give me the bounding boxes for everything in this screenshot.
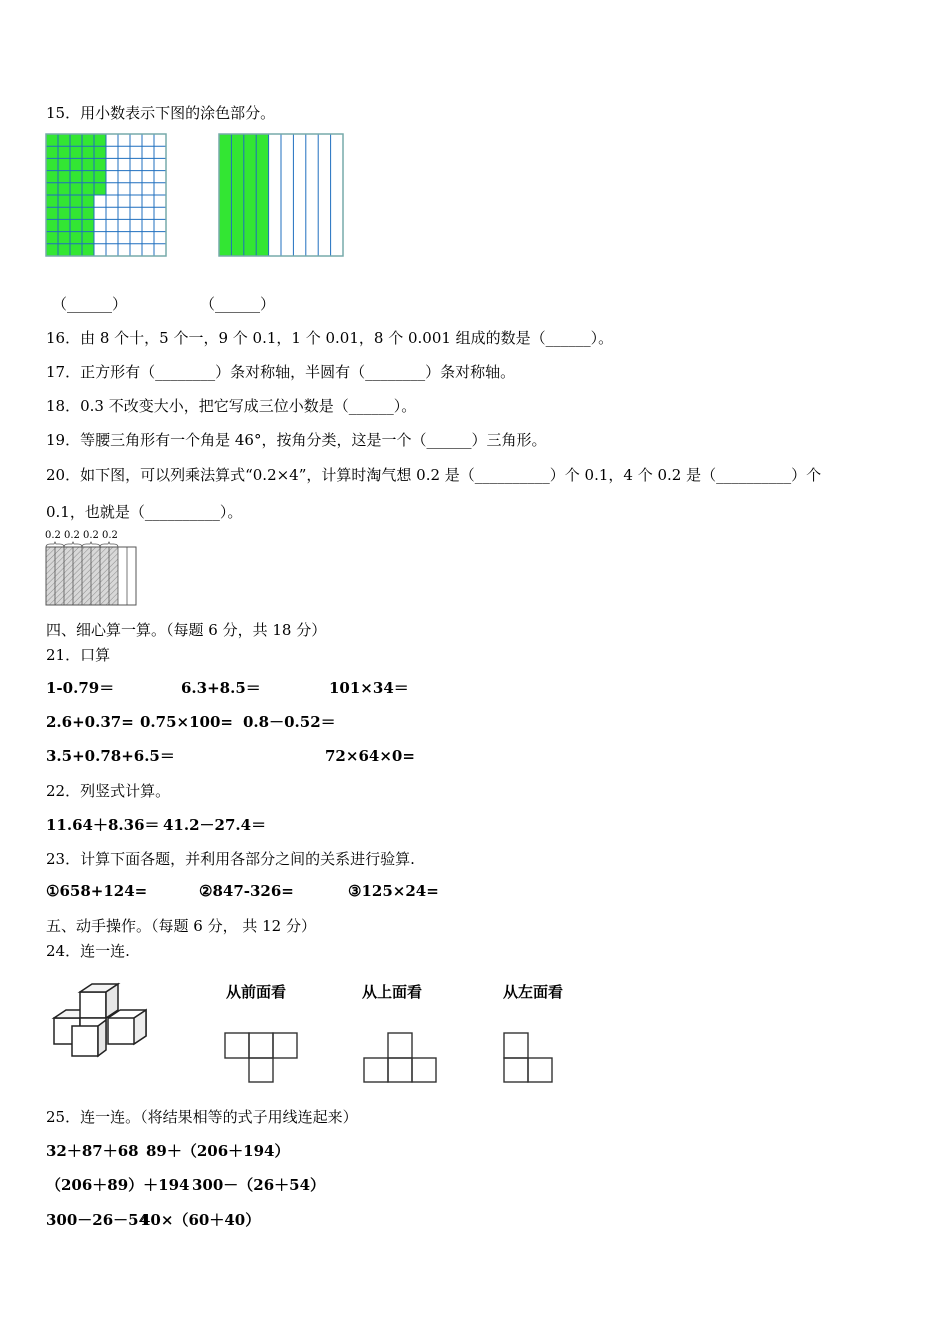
grid-shaded-cell: [82, 207, 94, 219]
grid-shaded-cell: [70, 219, 82, 231]
strip-shaded-column: [256, 134, 268, 256]
grid-shaded-cell: [58, 158, 70, 170]
q21-title: 21．口算: [46, 646, 111, 664]
q25-r3-right: 40×（60＋40）: [140, 1211, 261, 1229]
q25-r3-left: 300－26－54: [46, 1211, 150, 1229]
grid-shaded-cell: [82, 134, 94, 146]
q15-blank-2[interactable]: （______）: [200, 295, 276, 313]
grid-shaded-cell: [46, 219, 58, 231]
q24-title: 24．连一连.: [46, 942, 130, 960]
grid-shaded-cell: [94, 158, 106, 170]
grid-shaded-cell: [58, 207, 70, 219]
grid-shaded-cell: [46, 207, 58, 219]
view-left-label: 从左面看: [503, 983, 564, 1001]
q20-brace: [82, 542, 100, 547]
grid-shaded-cell: [46, 158, 58, 170]
q20-brace: [46, 542, 64, 547]
q23-title: 23．计算下面各题，并利用各部分之间的关系进行验算.: [46, 850, 415, 868]
grid-shaded-cell: [58, 219, 70, 231]
q20-shaded-column: [64, 547, 73, 605]
q20-label-4: 0.2: [102, 530, 118, 541]
top-view-shape: [363, 1032, 439, 1084]
q20-shaded-column: [91, 547, 100, 605]
grid-shaded-cell: [82, 146, 94, 158]
grid-shaded-cell: [82, 171, 94, 183]
grid-shaded-cell: [82, 183, 94, 195]
front-view-shape: [224, 1032, 300, 1084]
grid-shaded-cell: [70, 183, 82, 195]
grid-shaded-cell: [70, 232, 82, 244]
q20-brace: [64, 542, 82, 547]
q22-title: 22．列竖式计算。: [46, 782, 171, 800]
q21-r1-c2: 6.3+8.5＝: [181, 679, 261, 697]
left-view-shape: [503, 1032, 555, 1084]
grid-shaded-cell: [70, 195, 82, 207]
q21-r2-c1: 2.6+0.37=: [46, 713, 134, 731]
q23-item-3: ③125×24=: [348, 882, 439, 900]
grid-shaded-cell: [46, 232, 58, 244]
grid-shaded-cell: [94, 183, 106, 195]
grid-shaded-cell: [82, 232, 94, 244]
strip-shaded-column: [244, 134, 256, 256]
q21-r1-c3: 101×34＝: [329, 679, 409, 697]
q21-r2-c2: 0.75×100=: [140, 713, 233, 731]
grid-shaded-cell: [70, 134, 82, 146]
q20-line-2: 0.1，也就是（__________）。: [46, 503, 243, 521]
strip-shaded-column: [231, 134, 243, 256]
q22-item-2: 41.2－27.4＝: [163, 816, 267, 834]
grid-shaded-cell: [46, 134, 58, 146]
q20-shaded-column: [82, 547, 91, 605]
grid-shaded-cell: [58, 244, 70, 256]
q20-brace: [100, 542, 118, 547]
q23-item-1: ①658+124=: [46, 882, 148, 900]
grid-shaded-cell: [94, 146, 106, 158]
q20-line-1: 20．如下图，可以列乘法算式“0.2×4”，计算时淘气想 0.2 是（__________）个 0.1，4 个 0.2 是（__________）个: [46, 466, 822, 484]
q15-title: 15．用小数表示下图的涂色部分。: [46, 104, 276, 122]
q23-item-2: ②847-326=: [199, 882, 294, 900]
grid-shaded-cell: [46, 171, 58, 183]
grid-shaded-cell: [46, 244, 58, 256]
q20-shaded-column: [100, 547, 109, 605]
tenths-strip: [218, 133, 344, 257]
q19: 19．等腰三角形有一个角是 46°，按角分类，这是一个（______）三角形。: [46, 431, 547, 449]
q18: 18．0.3 不改变大小，把它写成三位小数是（______）。: [46, 397, 417, 415]
q20-shaded-column: [55, 547, 64, 605]
hundred-grid: [45, 133, 167, 257]
grid-shaded-cell: [46, 195, 58, 207]
q20-shaded-column: [46, 547, 55, 605]
grid-shaded-cell: [70, 207, 82, 219]
grid-shaded-cell: [82, 195, 94, 207]
q20-shaded-column: [109, 547, 118, 605]
grid-shaded-cell: [70, 244, 82, 256]
view-front-label: 从前面看: [226, 983, 287, 1001]
section-4-heading: 四、细心算一算。（每题 6 分，共 18 分）: [46, 621, 327, 639]
q25-r2-right: 300－（26＋54）: [192, 1176, 326, 1194]
q16: 16．由 8 个十，5 个一，9 个 0.1，1 个 0.01，8 个 0.001 组成的数是（______）。: [46, 329, 614, 347]
grid-shaded-cell: [70, 158, 82, 170]
strip-shaded-column: [219, 134, 231, 256]
grid-shaded-cell: [94, 134, 106, 146]
q21-r1-c1: 1-0.79＝: [46, 679, 115, 697]
section-5-heading: 五、动手操作。（每题 6 分， 共 12 分）: [46, 917, 316, 935]
grid-shaded-cell: [46, 146, 58, 158]
grid-shaded-cell: [58, 183, 70, 195]
q21-r3-c2: 72×64×0=: [325, 747, 415, 765]
q25-r2-left: （206＋89）＋194: [46, 1176, 190, 1194]
grid-shaded-cell: [94, 171, 106, 183]
q21-r2-c3: 0.8－0.52＝: [243, 713, 336, 731]
q25-title: 25．连一连。（将结果相等的式子用线连起来）: [46, 1108, 358, 1126]
grid-shaded-cell: [46, 183, 58, 195]
grid-shaded-cell: [58, 146, 70, 158]
grid-shaded-cell: [82, 219, 94, 231]
q20-shaded-column: [73, 547, 82, 605]
q22-item-1: 11.64＋8.36＝: [46, 816, 160, 834]
q15-blank-1[interactable]: （______）: [52, 295, 128, 313]
grid-shaded-cell: [58, 195, 70, 207]
q20-label-1: 0.2: [45, 530, 61, 541]
q25-r1-left: 32＋87＋68: [46, 1142, 139, 1160]
q20-label-3: 0.2: [83, 530, 99, 541]
grid-shaded-cell: [70, 171, 82, 183]
view-top-label: 从上面看: [362, 983, 423, 1001]
q17: 17．正方形有（________）条对称轴，半圆有（________）条对称轴。: [46, 363, 516, 381]
grid-shaded-cell: [82, 244, 94, 256]
q25-r1-right: 89＋（206＋194）: [146, 1142, 290, 1160]
cube-stack-figure: [50, 980, 160, 1060]
grid-shaded-cell: [58, 171, 70, 183]
grid-shaded-cell: [70, 146, 82, 158]
q20-label-2: 0.2: [64, 530, 80, 541]
q21-r3-c1: 3.5+0.78+6.5＝: [46, 747, 175, 765]
grid-shaded-cell: [58, 232, 70, 244]
grid-shaded-cell: [58, 134, 70, 146]
grid-shaded-cell: [82, 158, 94, 170]
decimal-strip-figure: [45, 541, 137, 607]
